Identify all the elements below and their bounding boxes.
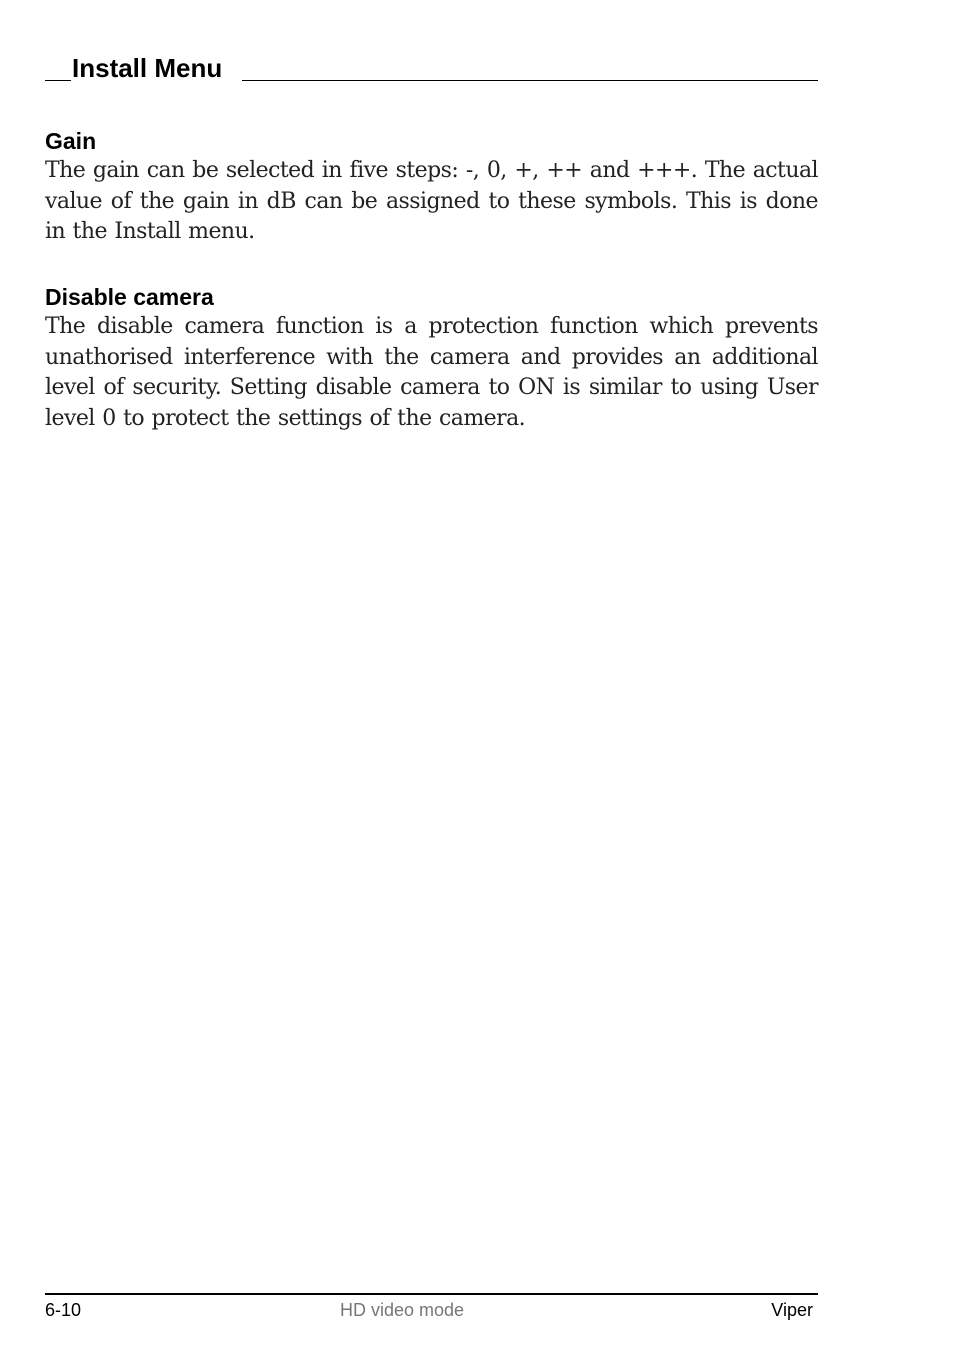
footer-chapter: HD video mode bbox=[340, 1300, 465, 1320]
footer-rule bbox=[45, 1293, 818, 1295]
footer-product: Viper bbox=[771, 1300, 813, 1320]
header-rule-right bbox=[242, 80, 818, 81]
section-gain bbox=[45, 126, 818, 248]
footer-page-number: 6-10 bbox=[45, 1300, 82, 1320]
section-body-gain: The gain can be selected in five steps: -, 0, +, ++ and +++. The actual value of the gain in dB can be assigned to these symbols. This is done in the Install menu. bbox=[45, 158, 818, 245]
header-rule-left bbox=[45, 80, 71, 81]
section-heading-gain: Gain bbox=[45, 128, 97, 154]
section-body-disable-camera: The disable camera function is a protection function which prevents unathorised interference with the camera and provides an additional level of security. Setting disable camera to ON is similar to using User level 0 to protect the settings of the camera. bbox=[45, 314, 818, 432]
section-heading-disable-camera: Disable camera bbox=[45, 284, 214, 310]
section-disable-camera bbox=[45, 282, 818, 435]
page-title: Install Menu bbox=[72, 53, 223, 83]
page-header bbox=[45, 50, 818, 82]
